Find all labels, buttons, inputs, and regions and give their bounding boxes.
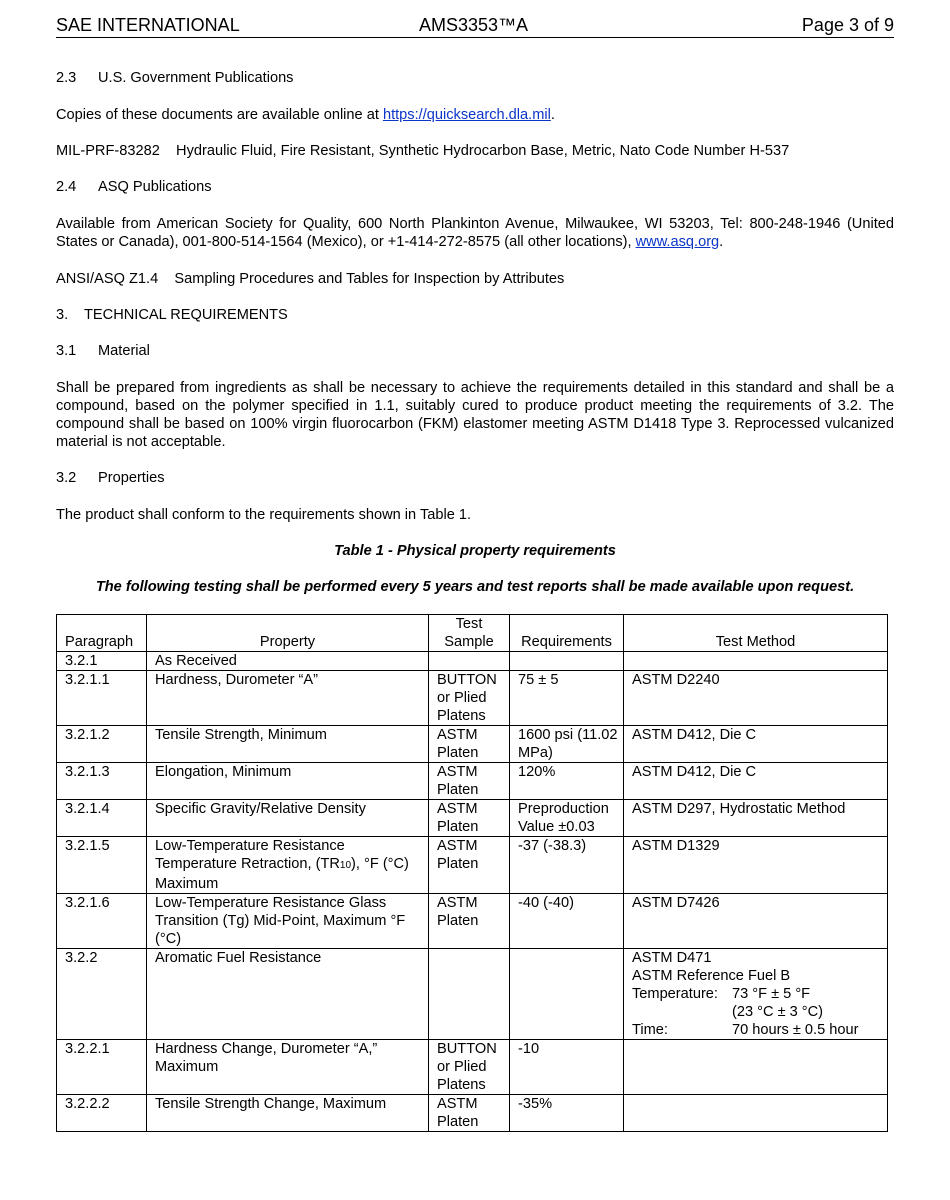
table-row: 3.2.2 Aromatic Fuel Resistance ASTM D471 ASTM Reference Fuel B Temperature: 73 °F ± 5 °F (23 °C ± 3 °C) Time: 70 hours ± 0.5 hour	[57, 949, 888, 1040]
mil-prf-reference: MIL-PRF-83282 Hydraulic Fluid, Fire Resistant, Synthetic Hydrocarbon Base, Metric, Nato Code Number H-537	[56, 143, 790, 159]
section-2-4-heading: 2.4 ASQ Publications	[56, 179, 212, 195]
col-header-property: Property	[147, 615, 429, 652]
section-3-heading: 3. TECHNICAL REQUIREMENTS	[56, 307, 288, 323]
table-caption: Table 1 - Physical property requirements	[334, 543, 616, 559]
table-row: 3.2.1.6 Low-Temperature Resistance Glass Transition (Tg) Mid-Point, Maximum °F (°C) ASTM Platen -40 (-40) ASTM D7426	[57, 894, 888, 949]
table-note: The following testing shall be performed every 5 years and test reports shall be made available upon request.	[95, 579, 855, 595]
header-doc-id: AMS3353™A	[419, 15, 529, 35]
col-header-test-sample: Test Sample	[429, 615, 510, 652]
table-row: 3.2.2.2 Tensile Strength Change, Maximum ASTM Platen -35%	[57, 1095, 888, 1132]
asq-availability-paragraph: Available from American Society for Quality, 600 North Plankinton Avenue, Milwaukee, WI 53203, Tel: 800-248-1946 (United States or Canada), 001-800-514-1564 (Mexico), or +1-414-272-8575 (all other locations), www.asq.org.	[56, 216, 894, 250]
table-header-row	[57, 615, 888, 652]
fuel-resistance-test-method: ASTM D471 ASTM Reference Fuel B Temperature: 73 °F ± 5 °F (23 °C ± 3 °C) Time: 70 hours ± 0.5 hour	[624, 949, 888, 1040]
properties-paragraph: The product shall conform to the requirements shown in Table 1.	[56, 507, 472, 523]
copies-paragraph: Copies of these documents are available online at https://quicksearch.dla.mil.	[56, 107, 555, 123]
col-header-test-method: Test Method	[624, 615, 888, 652]
page-header	[56, 15, 894, 38]
col-header-paragraph: Paragraph	[57, 615, 147, 652]
section-2-3-heading: 2.3 U.S. Government Publications	[56, 70, 294, 86]
col-header-requirements: Requirements	[510, 615, 624, 652]
material-paragraph: Shall be prepared from ingredients as shall be necessary to achieve the requirements detailed in this standard and shall be a compound, based on the polymer specified in 1.1, suitably cured to produce product meeting the requirements of 3.2. The compound shall be based on 100% virgin fluorocarbon (FKM) elastomer meeting ASTM D1418 Type 3. Reprocessed vulcanized material is not acceptable.	[56, 380, 894, 450]
table-row: 3.2.1 As Received	[57, 652, 888, 671]
section-3-1-heading: 3.1 Material	[56, 343, 150, 359]
table-row: 3.2.1.1 Hardness, Durometer “A” BUTTON or Plied Platens 75 ± 5 ASTM D2240	[57, 671, 888, 726]
table-row: 3.2.1.2 Tensile Strength, Minimum ASTM Platen 1600 psi (11.02 MPa) ASTM D412, Die C	[57, 726, 888, 763]
section-3-2-heading: 3.2 Properties	[56, 470, 165, 486]
table-row: 3.2.1.4 Specific Gravity/Relative Density ASTM Platen Preproduction Value ±0.03 ASTM D297, Hydrostatic Method	[57, 800, 888, 837]
header-page-number: Page 3 of 9	[801, 15, 894, 35]
table-row: 3.2.2.1 Hardness Change, Durometer “A,” Maximum BUTTON or Plied Platens -10	[57, 1040, 888, 1095]
ansi-reference: ANSI/ASQ Z1.4 Sampling Procedures and Tables for Inspection by Attributes	[56, 271, 565, 287]
table-row: 3.2.1.5 Low-Temperature Resistance Temperature Retraction, (TR10), °F (°C) Maximum ASTM Platen -37 (-38.3) ASTM D1329	[57, 837, 888, 894]
physical-property-table	[56, 614, 888, 1132]
asq-link[interactable]: www.asq.org	[635, 234, 720, 250]
table-row: 3.2.1.3 Elongation, Minimum ASTM Platen 120% ASTM D412, Die C	[57, 763, 888, 800]
quicksearch-link[interactable]: https://quicksearch.dla.mil	[382, 107, 551, 123]
header-org: SAE INTERNATIONAL	[56, 15, 240, 35]
